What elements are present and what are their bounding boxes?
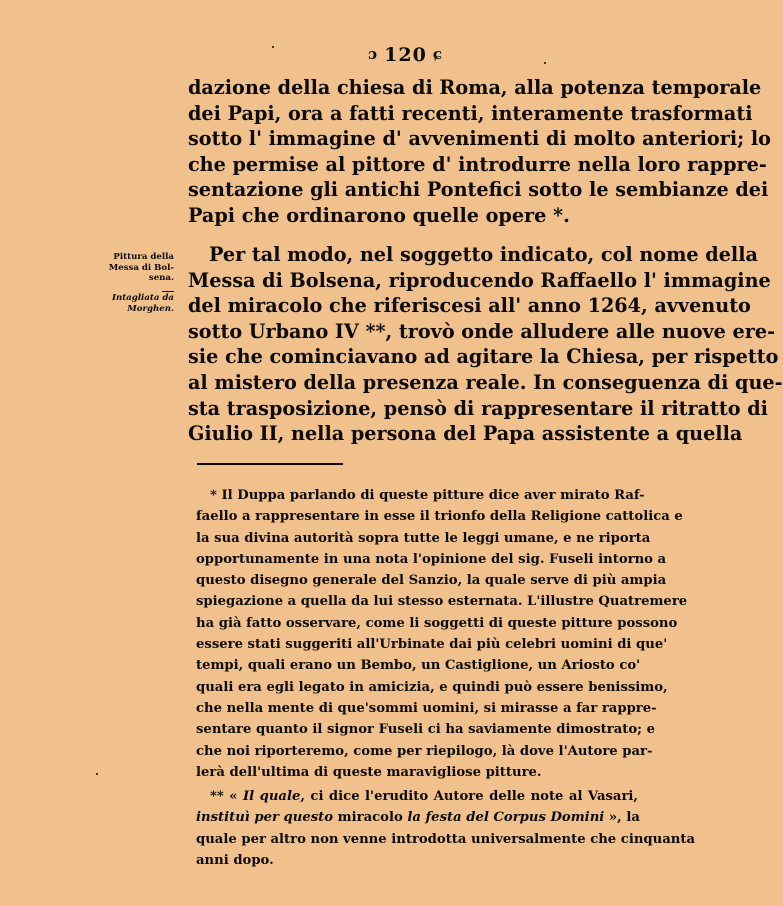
text-line: Giulio II, nella persona del Papa assistente a quella xyxy=(188,422,743,446)
footnote-line xyxy=(196,786,638,807)
footnote-line: faello a rappresentare in esse il trionfo della Religione cattolica e xyxy=(196,509,683,525)
ink-speck xyxy=(96,773,98,775)
text-line: del miracolo che riferiscesi all' anno 1264, avvenuto xyxy=(188,294,751,318)
marginal-note-painting xyxy=(76,252,174,284)
footnote-line: tempi, quali erano un Bembo, un Castiglione, un Ariosto co' xyxy=(196,658,641,674)
marginal-line: sena. xyxy=(148,273,174,283)
text-line: sentazione gli antichi Pontefici sotto le sembianze dei xyxy=(188,178,769,202)
footnotes xyxy=(196,485,695,871)
footnote-divider xyxy=(197,463,343,465)
footnote-line: essere stati suggeriti all'Urbinate dai più celebri uomini di que' xyxy=(196,637,668,653)
text-line: sie che cominciavano ad agitare la Chiesa, per rispetto xyxy=(188,345,779,369)
right-ornament: ɕ xyxy=(432,45,443,63)
footnote-line: opportunamente in una nota l'opinione del sig. Fuseli intorno a xyxy=(196,551,667,567)
text-line: sotto l' immagine d' avvenimenti di molto anteriori; lo xyxy=(188,127,771,151)
footnote-text: ** « xyxy=(210,789,243,805)
footnote-line: * Il Duppa parlando di queste pitture dice aver mirato Raf- xyxy=(210,488,645,503)
left-ornament: ɔ xyxy=(368,45,379,63)
text-line: Per tal modo, nel soggetto indicato, col nome della xyxy=(209,243,758,266)
marginal-line: Pittura della xyxy=(113,252,174,262)
text-line: Papi che ordinarono quelle opere *. xyxy=(188,203,570,227)
marginal-line: Messa di Bol- xyxy=(108,262,174,273)
footnote-line: quali era egli legato in amicizia, e quindi può essere benissimo, xyxy=(196,679,668,695)
footnote-line: anni dopo. xyxy=(196,853,274,869)
footnote-text: », la xyxy=(604,810,640,826)
footnote-text: miracolo xyxy=(333,810,408,826)
text-line: Messa di Bolsena, riproducendo Raffaello l' immagine xyxy=(188,268,771,292)
footnote-quote: instituì per questo xyxy=(196,810,334,826)
footnote-text: , ci dice l'erudito Autore delle note al Vasari, xyxy=(300,789,639,805)
footnote-line: che noi riporteremo, come per riepilogo, là dove l'Autore par- xyxy=(196,743,653,759)
marginal-divider xyxy=(162,291,174,292)
body-text-top xyxy=(188,75,771,229)
marginal-line: Morghen. xyxy=(127,303,174,314)
text-line: dei Papi, ora a fatti recenti, interamente trasformati xyxy=(188,101,753,125)
page-number: 120 xyxy=(384,44,427,66)
text-line: sta trasposizione, pensò di rappresentare il ritratto di xyxy=(188,396,768,420)
marginal-line: Intagliata da xyxy=(111,293,174,303)
footnote-line: lerà dell'ultima di queste maravigliose pitture. xyxy=(196,764,542,780)
text-line: al mistero della presenza reale. In conseguenza di que- xyxy=(188,370,783,394)
footnote-line: questo disegno generale del Sanzio, la quale serve di più ampia xyxy=(196,573,667,589)
footnote-quote: la festa del Corpus Domini xyxy=(407,810,605,826)
text-line: dazione della chiesa di Roma, alla potenza temporale xyxy=(188,76,762,99)
footnote-line: quale per altro non venne introdotta universalmente che cinquanta xyxy=(196,831,695,847)
footnote-line: la sua divina autorità sopra tutte le leggi umane, e ne riporta xyxy=(196,530,651,546)
ink-speck xyxy=(544,62,546,64)
marginal-note-engraving xyxy=(76,290,174,314)
text-line: che permise al pittore d' introdurre nella loro rappre- xyxy=(188,152,767,176)
footnote-line xyxy=(196,807,638,828)
page-header xyxy=(368,44,443,66)
ink-speck xyxy=(272,46,274,48)
footnote-line: che nella mente di que'sommi uomini, si mirasse a far rappre- xyxy=(196,700,657,716)
footnote-line: ha già fatto osservare, come li soggetti di queste pitture possono xyxy=(196,615,678,631)
body-text-main xyxy=(188,242,783,447)
footnote-line: sentare quanto il signor Fuseli ci ha saviamente dimostrato; e xyxy=(196,722,655,738)
footnote-line: spiegazione a quella da lui stesso esternata. L'illustre Quatremere xyxy=(196,594,688,610)
text-line: sotto Urbano IV **, trovò onde alludere alle nuove ere- xyxy=(188,319,776,343)
footnote-quote: Il quale xyxy=(242,789,301,805)
